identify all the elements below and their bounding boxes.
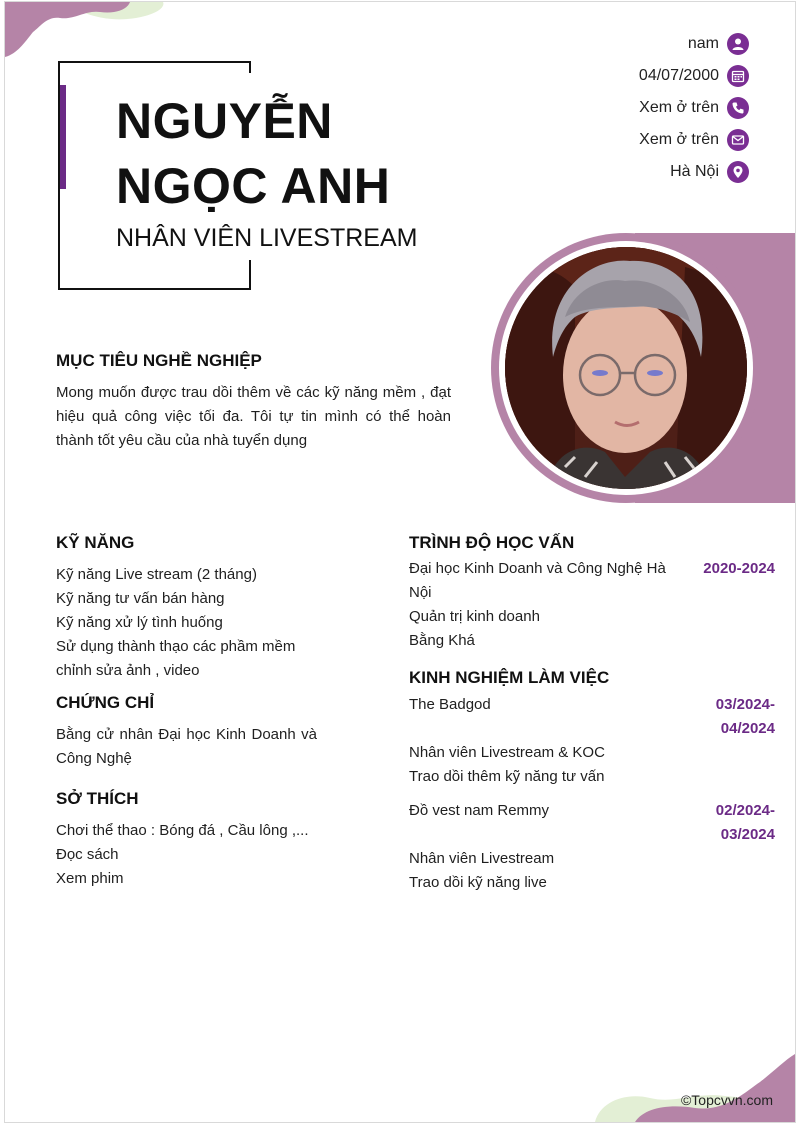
contact-birthday-text: 04/07/2000 (638, 67, 719, 84)
job-company: The Badgod (409, 696, 491, 713)
contact-gender (688, 33, 749, 55)
education-major: Quản trị kinh doanh (409, 608, 540, 625)
job-date-start: 03/2024- (715, 696, 775, 713)
job-date (675, 799, 775, 847)
contact-email (639, 129, 749, 151)
job-date-start: 02/2024- (715, 802, 775, 819)
job-role: Nhân viên Livestream (409, 850, 555, 867)
job-role: Nhân viên Livestream & KOC (409, 744, 605, 761)
hobbies-title: SỞ THÍCH (56, 789, 139, 808)
experience-title: KINH NGHIỆM LÀM VIỆC (409, 668, 610, 687)
job-description: Trao dồi kỹ năng live (409, 874, 547, 891)
person-icon (727, 33, 749, 55)
contact-birthday (639, 65, 749, 87)
name-frame-bottom (58, 288, 251, 290)
full-name-line-1: NGUYỄN (116, 93, 333, 149)
job-company: Đồ vest nam Remmy (409, 802, 550, 819)
name-accent-bar (60, 85, 66, 189)
list-item: Xem phim (56, 870, 124, 887)
mail-icon (727, 129, 749, 151)
skills-title: KỸ NĂNG (56, 533, 135, 552)
job-date-end: 03/2024 (720, 826, 775, 843)
full-name-line-2: NGỌC ANH (116, 158, 391, 214)
contact-email-text: Xem ở trên (639, 131, 719, 148)
job-date (675, 693, 775, 741)
name-frame-tick (249, 61, 251, 73)
objective-title: MỤC TIÊU NGHỀ NGHIỆP (56, 351, 262, 370)
list-item: Chơi thể thao : Bóng đá , Cầu lông ,... (56, 822, 309, 839)
copyright-text: ©Topcvvn.com (680, 1092, 773, 1108)
calendar-icon (727, 65, 749, 87)
list-item: Kỹ năng Live stream (2 tháng) (56, 566, 257, 583)
education-grade: Bằng Khá (409, 632, 475, 649)
corner-decoration-bottom (595, 1052, 795, 1122)
education-date: 2020-2024 (703, 560, 775, 577)
list-item: Kỹ năng tư vấn bán hàng (56, 590, 225, 607)
name-frame-top (58, 61, 251, 63)
contact-address (670, 161, 749, 183)
education-school: Đại học Kinh Doanh và Công Nghệ Hà Nội (409, 560, 666, 601)
contact-phone (639, 97, 749, 119)
job-description: Trao dồi thêm kỹ năng tư vấn (409, 768, 605, 785)
objective-text: Mong muốn được trau dồi thêm về các kỹ năng mềm , đạt hiệu quả công việc tối đa. Tôi tự tin mình có thể hoàn thành tốt yêu cầu của nhà tuyển dụng (56, 384, 451, 449)
phone-icon (727, 97, 749, 119)
hobbies-list (56, 819, 356, 891)
profile-photo (505, 247, 747, 489)
location-icon (727, 161, 749, 183)
education-title: TRÌNH ĐỘ HỌC VẤN (409, 533, 575, 552)
contact-phone-text: Xem ở trên (639, 99, 719, 116)
list-item: Kỹ năng xử lý tình huống (56, 614, 223, 631)
contact-gender-text: nam (687, 35, 719, 52)
certificates-text: Bằng cử nhân Đại học Kinh Doanh và Công Nghệ (56, 726, 317, 767)
list-item: Đọc sách (56, 846, 119, 863)
job-date-end: 04/2024 (720, 720, 775, 737)
cv-page (4, 1, 796, 1123)
certificates-title: CHỨNG CHỈ (56, 693, 155, 712)
corner-decoration-top (5, 2, 165, 62)
contact-address-text: Hà Nội (670, 163, 719, 180)
list-item: Sử dụng thành thạo các phầm mềm chỉnh sửa ảnh , video (56, 638, 296, 679)
name-frame-tick (249, 260, 251, 290)
skills-list (56, 563, 326, 683)
job-title: NHÂN VIÊN LIVESTREAM (116, 224, 418, 252)
